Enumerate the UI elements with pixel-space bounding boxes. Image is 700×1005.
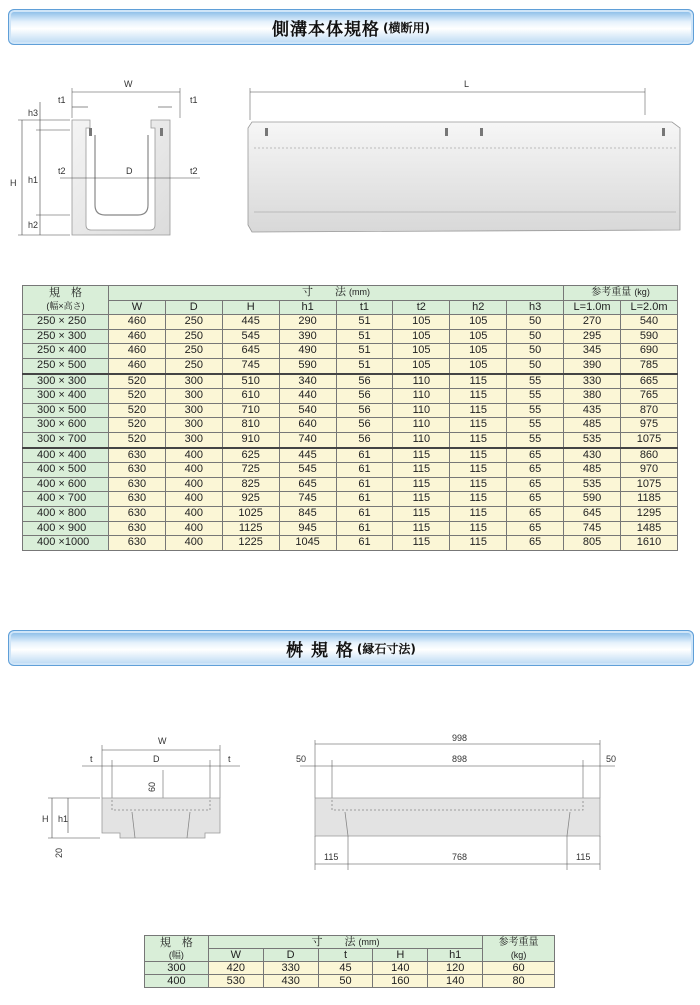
value-cell: 120 — [428, 962, 483, 975]
value-cell: 540 — [279, 403, 336, 418]
gutter-side-view-drawing — [240, 70, 695, 250]
value-cell: 300 — [165, 432, 222, 447]
size-cell: 300 × 500 — [23, 403, 109, 418]
table-row — [23, 358, 678, 373]
value-cell: 270 — [564, 315, 621, 330]
section-subtitle-2: (縁石寸法) — [356, 641, 416, 656]
value-cell: 430 — [564, 448, 621, 463]
size-cell: 250 × 250 — [23, 315, 109, 330]
value-cell: 975 — [621, 418, 678, 433]
value-cell: 300 — [165, 389, 222, 404]
table-row — [23, 432, 678, 447]
col-header-h2: h2 — [450, 300, 507, 315]
value-cell: 445 — [279, 448, 336, 463]
value-cell: 250 — [165, 344, 222, 359]
value-cell: 645 — [564, 506, 621, 521]
size-cell: 300 × 600 — [23, 418, 109, 433]
value-cell: 1485 — [621, 521, 678, 536]
dim-label-D2: D — [153, 754, 160, 764]
value-cell: 1225 — [222, 536, 279, 551]
value-cell: 65 — [507, 521, 564, 536]
value-cell: 400 — [165, 492, 222, 507]
dim-label-20: 20 — [54, 847, 64, 858]
size-cell: 400 ×1000 — [23, 536, 109, 551]
value-cell: 250 — [165, 358, 222, 373]
value-cell: 420 — [208, 962, 263, 975]
value-cell: 545 — [279, 463, 336, 478]
value-cell: 630 — [108, 506, 165, 521]
value-cell: 56 — [336, 403, 393, 418]
value-cell: 1610 — [621, 536, 678, 551]
value-cell: 535 — [564, 477, 621, 492]
value-cell: 630 — [108, 448, 165, 463]
value-cell: 115 — [450, 403, 507, 418]
value-cell: 725 — [222, 463, 279, 478]
col-header-h1: h1 — [279, 300, 336, 315]
dim-label-h2: h2 — [28, 220, 39, 230]
value-cell: 60 — [483, 962, 555, 975]
dim-label-t1-left: t1 — [58, 95, 66, 105]
header-weight-unit: (kg) — [634, 287, 650, 297]
size-cell: 300 — [145, 962, 209, 975]
value-cell: 1045 — [279, 536, 336, 551]
value-cell: 115 — [450, 374, 507, 389]
size-cell: 250 × 400 — [23, 344, 109, 359]
value-cell: 640 — [279, 418, 336, 433]
section-subtitle: (横断用) — [383, 20, 430, 35]
value-cell: 55 — [507, 403, 564, 418]
value-cell: 460 — [108, 315, 165, 330]
value-cell: 510 — [222, 374, 279, 389]
value-cell: 390 — [564, 358, 621, 373]
size-cell: 400 × 800 — [23, 506, 109, 521]
value-cell: 51 — [336, 315, 393, 330]
value-cell: 805 — [564, 536, 621, 551]
value-cell: 630 — [108, 463, 165, 478]
value-cell: 110 — [393, 403, 450, 418]
value-cell: 340 — [279, 374, 336, 389]
value-cell: 115 — [393, 448, 450, 463]
value-cell: 445 — [222, 315, 279, 330]
value-cell: 50 — [507, 329, 564, 344]
header2-size-sub: (幅) — [168, 949, 184, 960]
value-cell: 115 — [393, 463, 450, 478]
value-cell: 645 — [222, 344, 279, 359]
value-cell: 110 — [393, 389, 450, 404]
value-cell: 345 — [564, 344, 621, 359]
dim-label-h3: h3 — [28, 108, 39, 118]
section-banner-gutter — [8, 9, 694, 45]
value-cell: 520 — [108, 389, 165, 404]
dim-label-t2-right: t2 — [190, 166, 198, 176]
value-cell: 300 — [165, 374, 222, 389]
value-cell: 65 — [507, 506, 564, 521]
value-cell: 110 — [393, 432, 450, 447]
value-cell: 61 — [336, 463, 393, 478]
value-cell: 645 — [279, 477, 336, 492]
header2-size-label: 規 格 — [159, 936, 193, 949]
value-cell: 55 — [507, 418, 564, 433]
value-cell: 1075 — [621, 432, 678, 447]
dim-label-768: 768 — [452, 852, 468, 862]
gutter-cross-section-drawing — [0, 70, 240, 250]
value-cell: 740 — [279, 432, 336, 447]
table-row — [23, 463, 678, 478]
value-cell: 300 — [165, 403, 222, 418]
col-header-D: D — [165, 300, 222, 315]
value-cell: 625 — [222, 448, 279, 463]
value-cell: 400 — [165, 536, 222, 551]
value-cell: 61 — [336, 521, 393, 536]
value-cell: 115 — [393, 521, 450, 536]
basin-spec-table — [144, 935, 555, 988]
value-cell: 925 — [222, 492, 279, 507]
basin-cross-section-drawing — [40, 730, 260, 870]
table-row — [23, 506, 678, 521]
value-cell: 530 — [208, 975, 263, 988]
value-cell: 105 — [450, 358, 507, 373]
dim-label-998: 998 — [452, 733, 468, 743]
table-row — [23, 403, 678, 418]
value-cell: 1185 — [621, 492, 678, 507]
value-cell: 250 — [165, 329, 222, 344]
value-cell: 460 — [108, 358, 165, 373]
value-cell: 490 — [279, 344, 336, 359]
dim-label-50-right: 50 — [606, 754, 617, 764]
value-cell: 55 — [507, 389, 564, 404]
table-row — [23, 374, 678, 389]
col-header-weight-1: L=2.0m — [621, 300, 678, 315]
value-cell: 61 — [336, 506, 393, 521]
table-row — [23, 389, 678, 404]
value-cell: 65 — [507, 536, 564, 551]
value-cell: 115 — [450, 492, 507, 507]
value-cell: 115 — [450, 432, 507, 447]
value-cell: 115 — [393, 536, 450, 551]
section-title: 側溝本体規格 — [272, 19, 380, 40]
value-cell: 105 — [393, 358, 450, 373]
value-cell: 330 — [564, 374, 621, 389]
value-cell: 400 — [165, 477, 222, 492]
value-cell: 400 — [165, 448, 222, 463]
table-row — [23, 536, 678, 551]
col-header-H: H — [222, 300, 279, 315]
value-cell: 295 — [564, 329, 621, 344]
size-cell: 400 — [145, 975, 209, 988]
value-cell: 400 — [165, 506, 222, 521]
header2-size — [145, 936, 209, 962]
value-cell: 745 — [279, 492, 336, 507]
value-cell: 140 — [428, 975, 483, 988]
dim-label-60: 60 — [147, 781, 157, 792]
table-row — [145, 975, 555, 988]
value-cell: 61 — [336, 448, 393, 463]
value-cell: 105 — [450, 344, 507, 359]
dim-label-50-left: 50 — [296, 754, 307, 764]
dim-label-t-left: t — [90, 754, 93, 764]
value-cell: 545 — [222, 329, 279, 344]
value-cell: 45 — [318, 962, 373, 975]
value-cell: 610 — [222, 389, 279, 404]
section-banner-catch-basin — [8, 630, 694, 666]
value-cell: 845 — [279, 506, 336, 521]
size-cell: 250 × 500 — [23, 358, 109, 373]
dim-label-t2-left: t2 — [58, 166, 66, 176]
table-row — [23, 448, 678, 463]
value-cell: 1025 — [222, 506, 279, 521]
value-cell: 56 — [336, 418, 393, 433]
value-cell: 745 — [564, 521, 621, 536]
value-cell: 520 — [108, 403, 165, 418]
header2-weight-label: 参考重量 — [498, 936, 539, 948]
value-cell: 540 — [621, 315, 678, 330]
value-cell: 110 — [393, 418, 450, 433]
header-dimensions — [108, 286, 563, 301]
value-cell: 745 — [222, 358, 279, 373]
col2-header-W: W — [208, 949, 263, 962]
col-header-W: W — [108, 300, 165, 315]
col-header-t2: t2 — [393, 300, 450, 315]
value-cell: 520 — [108, 432, 165, 447]
header-weight-label: 参考重量 — [591, 287, 632, 298]
size-cell: 300 × 700 — [23, 432, 109, 447]
dim-label-898: 898 — [452, 754, 468, 764]
value-cell: 80 — [483, 975, 555, 988]
table-row — [23, 344, 678, 359]
table-row — [23, 329, 678, 344]
value-cell: 115 — [450, 418, 507, 433]
header-size-label: 規 格 — [48, 286, 82, 299]
value-cell: 50 — [318, 975, 373, 988]
dim-label-115-left: 115 — [324, 852, 339, 862]
value-cell: 61 — [336, 536, 393, 551]
value-cell: 860 — [621, 448, 678, 463]
value-cell: 65 — [507, 477, 564, 492]
value-cell: 870 — [621, 403, 678, 418]
value-cell: 825 — [222, 477, 279, 492]
value-cell: 160 — [373, 975, 428, 988]
value-cell: 250 — [165, 315, 222, 330]
value-cell: 61 — [336, 492, 393, 507]
value-cell: 51 — [336, 358, 393, 373]
value-cell: 115 — [450, 448, 507, 463]
value-cell: 690 — [621, 344, 678, 359]
dim-label-t1-right: t1 — [190, 95, 198, 105]
col2-header-h1: h1 — [428, 949, 483, 962]
value-cell: 1125 — [222, 521, 279, 536]
header2-weight-unit: (kg) — [510, 949, 527, 960]
basin-side-view-drawing — [290, 730, 630, 870]
value-cell: 1295 — [621, 506, 678, 521]
value-cell: 55 — [507, 432, 564, 447]
value-cell: 910 — [222, 432, 279, 447]
col2-header-t: t — [318, 949, 373, 962]
value-cell: 115 — [450, 389, 507, 404]
value-cell: 390 — [279, 329, 336, 344]
table-row — [145, 962, 555, 975]
value-cell: 665 — [621, 374, 678, 389]
value-cell: 440 — [279, 389, 336, 404]
size-cell: 400 × 500 — [23, 463, 109, 478]
value-cell: 590 — [564, 492, 621, 507]
value-cell: 630 — [108, 536, 165, 551]
value-cell: 630 — [108, 477, 165, 492]
header2-weight — [483, 936, 555, 962]
value-cell: 400 — [165, 521, 222, 536]
header2-dim-unit: (mm) — [358, 937, 380, 947]
gutter-spec-table — [22, 285, 678, 551]
dim-label-D: D — [126, 166, 133, 176]
col-header-t1: t1 — [336, 300, 393, 315]
value-cell: 1075 — [621, 477, 678, 492]
value-cell: 945 — [279, 521, 336, 536]
value-cell: 630 — [108, 492, 165, 507]
header2-dim-label: 寸 法 — [311, 936, 356, 948]
table-row — [23, 315, 678, 330]
value-cell: 460 — [108, 344, 165, 359]
value-cell: 56 — [336, 374, 393, 389]
dim-label-L: L — [464, 79, 470, 89]
table-row — [23, 492, 678, 507]
size-cell: 300 × 400 — [23, 389, 109, 404]
value-cell: 50 — [507, 358, 564, 373]
value-cell: 590 — [279, 358, 336, 373]
value-cell: 115 — [450, 521, 507, 536]
value-cell: 110 — [393, 374, 450, 389]
value-cell: 105 — [393, 329, 450, 344]
dim-label-h1: h1 — [28, 175, 39, 185]
value-cell: 785 — [621, 358, 678, 373]
value-cell: 56 — [336, 432, 393, 447]
value-cell: 65 — [507, 448, 564, 463]
dim-label-H2: H — [42, 814, 49, 824]
table-row — [23, 418, 678, 433]
header-size-sub: (幅×高さ) — [46, 301, 85, 312]
value-cell: 115 — [393, 492, 450, 507]
value-cell: 810 — [222, 418, 279, 433]
dim-label-115-right: 115 — [576, 852, 591, 862]
value-cell: 105 — [450, 329, 507, 344]
value-cell: 485 — [564, 463, 621, 478]
value-cell: 535 — [564, 432, 621, 447]
dim-label-W2: W — [158, 736, 167, 746]
value-cell: 115 — [450, 536, 507, 551]
dim-label-t-right: t — [228, 754, 231, 764]
value-cell: 290 — [279, 315, 336, 330]
value-cell: 630 — [108, 521, 165, 536]
value-cell: 400 — [165, 463, 222, 478]
section-title-2: 桝 規 格 — [286, 640, 354, 661]
value-cell: 140 — [373, 962, 428, 975]
dim-label-H: H — [10, 178, 17, 188]
value-cell: 56 — [336, 389, 393, 404]
value-cell: 105 — [393, 344, 450, 359]
size-cell: 400 × 700 — [23, 492, 109, 507]
value-cell: 105 — [393, 315, 450, 330]
value-cell: 50 — [507, 344, 564, 359]
dim-label-h1-2: h1 — [58, 814, 69, 824]
col2-header-D: D — [263, 949, 318, 962]
value-cell: 330 — [263, 962, 318, 975]
value-cell: 380 — [564, 389, 621, 404]
size-cell: 400 × 900 — [23, 521, 109, 536]
header-dim-label: 寸 法 — [301, 286, 346, 298]
size-cell: 400 × 400 — [23, 448, 109, 463]
value-cell: 51 — [336, 329, 393, 344]
value-cell: 115 — [450, 506, 507, 521]
value-cell: 435 — [564, 403, 621, 418]
value-cell: 55 — [507, 374, 564, 389]
value-cell: 115 — [393, 477, 450, 492]
value-cell: 430 — [263, 975, 318, 988]
value-cell: 300 — [165, 418, 222, 433]
value-cell: 590 — [621, 329, 678, 344]
table-row — [23, 477, 678, 492]
value-cell: 460 — [108, 329, 165, 344]
col-header-h3: h3 — [507, 300, 564, 315]
value-cell: 765 — [621, 389, 678, 404]
value-cell: 105 — [450, 315, 507, 330]
value-cell: 970 — [621, 463, 678, 478]
value-cell: 61 — [336, 477, 393, 492]
header2-dimensions — [208, 936, 482, 949]
col2-header-H: H — [373, 949, 428, 962]
value-cell: 50 — [507, 315, 564, 330]
value-cell: 65 — [507, 463, 564, 478]
value-cell: 115 — [393, 506, 450, 521]
value-cell: 485 — [564, 418, 621, 433]
value-cell: 51 — [336, 344, 393, 359]
size-cell: 250 × 300 — [23, 329, 109, 344]
value-cell: 115 — [450, 463, 507, 478]
dim-label-W: W — [124, 79, 133, 89]
value-cell: 520 — [108, 374, 165, 389]
col-header-weight-0: L=1.0m — [564, 300, 621, 315]
header-weight — [564, 286, 678, 301]
value-cell: 115 — [450, 477, 507, 492]
header-dim-unit: (mm) — [349, 287, 371, 297]
value-cell: 710 — [222, 403, 279, 418]
table-row — [23, 521, 678, 536]
size-cell: 300 × 300 — [23, 374, 109, 389]
size-cell: 400 × 600 — [23, 477, 109, 492]
header-size — [23, 286, 109, 315]
value-cell: 65 — [507, 492, 564, 507]
value-cell: 520 — [108, 418, 165, 433]
